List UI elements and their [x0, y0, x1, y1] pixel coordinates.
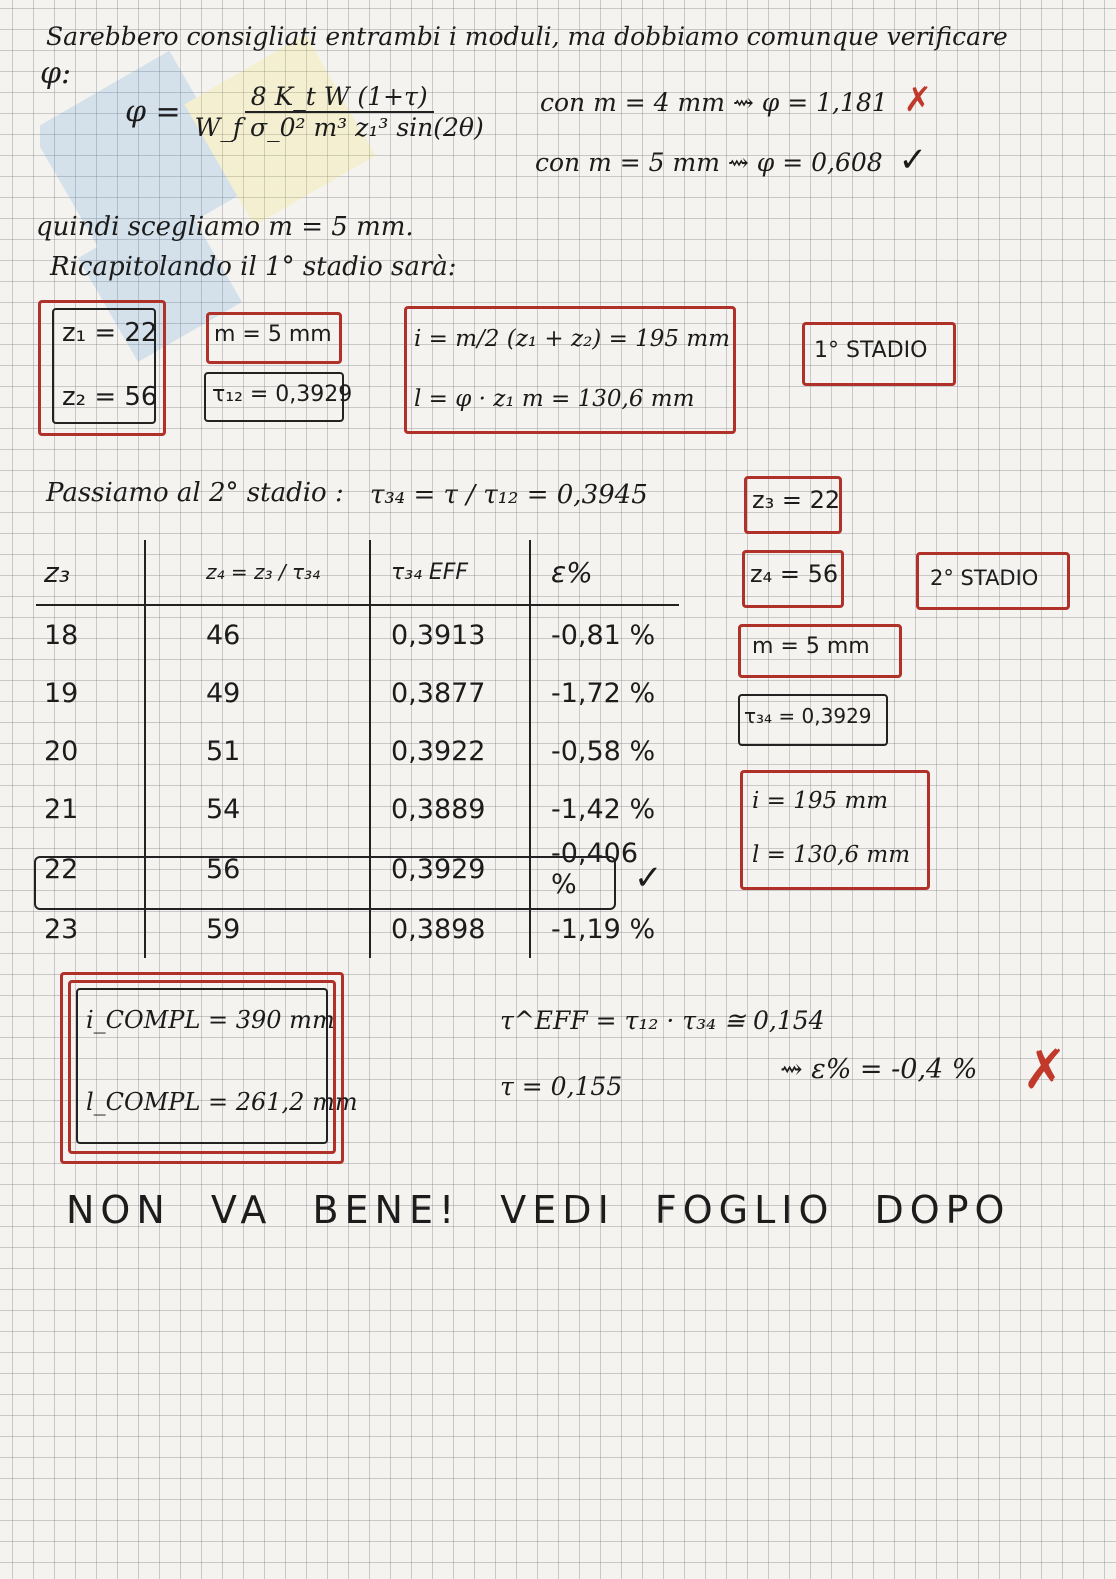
check-mark-icon: ✓: [898, 140, 928, 180]
cell-error: -0,406 %: [551, 838, 639, 900]
cell-z3: 23: [36, 900, 145, 958]
stage1-m: m = 5 mm: [214, 322, 332, 347]
stage2-tau-formula: τ₃₄ = τ / τ₁₂ = 0,3945: [370, 480, 648, 510]
table-row: [36, 780, 679, 838]
cell-z4: 54: [145, 780, 370, 838]
cell-tau: 0,3922: [370, 722, 530, 780]
col-z3: z₃: [36, 540, 145, 605]
conclusion: NON VA BENE! VEDI FOGLIO DOPO: [66, 1188, 1011, 1232]
cell-z3: 22: [36, 838, 145, 900]
phi-denominator: W_f σ_0² m³ z₁³ sin(2θ): [194, 113, 484, 142]
stage2-tau34: τ₃₄ = 0,3929: [744, 704, 872, 728]
intro-line-2: φ:: [40, 56, 72, 91]
cell-error: -1,72 %: [551, 677, 656, 709]
overall-error: ⇝ ε% = -0,4 %: [780, 1054, 978, 1085]
stage1-z2: z₂ = 56: [62, 382, 158, 412]
stage1-i: i = m/2 (z₁ + z₂) = 195 mm: [414, 326, 730, 352]
check-m4-label: con m = 4 mm ⇝ φ = 1,181: [540, 88, 888, 117]
phi-lhs: φ =: [125, 94, 181, 130]
cell-z3: 18: [36, 605, 145, 664]
stage2-z3: z₃ = 22: [752, 486, 841, 514]
selected-row-outline: [34, 856, 616, 910]
table-row: [36, 664, 679, 722]
phi-formula: [125, 82, 490, 142]
phi-numerator: 8 K_t W (1+τ): [245, 82, 434, 113]
cell-tau: 0,3877: [370, 664, 530, 722]
cell-z3: 21: [36, 780, 145, 838]
cell-error: -0,81 %: [551, 619, 656, 651]
stage1-l: l = φ · z₁ m = 130,6 mm: [414, 386, 695, 412]
cell-z3: 19: [36, 664, 145, 722]
cell-z4: 56: [145, 838, 370, 900]
cell-z4: 49: [145, 664, 370, 722]
check-m5: [535, 140, 927, 180]
cell-tau: 0,3898: [370, 900, 530, 958]
check-m4: [540, 80, 932, 120]
cell-tau: 0,3929: [370, 838, 530, 900]
overall-target: τ = 0,155: [500, 1072, 623, 1101]
table-row: [36, 722, 679, 780]
total-l: l_COMPL = 261,2 mm: [86, 1088, 358, 1116]
overall-eff: τ^EFF = τ₁₂ · τ₃₄ ≅ 0,154: [500, 1006, 825, 1035]
cell-error: -0,58 %: [551, 735, 656, 767]
intro-line-1: Sarebbero consigliati entrambi i moduli, ma dobbiamo comunque verificare: [46, 22, 1008, 51]
cross-mark-icon: ✗: [903, 80, 933, 120]
cell-z4: 51: [145, 722, 370, 780]
stage2-l: l = 130,6 mm: [752, 842, 911, 868]
stage2-z4: z₄ = 56: [750, 560, 839, 588]
cell-tau: 0,3889: [370, 780, 530, 838]
total-i: i_COMPL = 390 mm: [86, 1006, 335, 1034]
table-row: [36, 605, 679, 664]
stage2-m: m = 5 mm: [752, 634, 870, 659]
cell-z4: 46: [145, 605, 370, 664]
cell-error: -1,19 %: [551, 913, 656, 945]
stage2-i: i = 195 mm: [752, 788, 889, 814]
cell-tau: 0,3913: [370, 605, 530, 664]
table-header-row: [36, 540, 679, 605]
stage1-label: 1° STADIO: [814, 338, 928, 363]
check-m5-label: con m = 5 mm ⇝ φ = 0,608: [535, 148, 883, 177]
col-error: ε%: [530, 540, 679, 605]
choice-line-2: Ricapitolando il 1° stadio sarà:: [50, 252, 457, 282]
cell-z4: 59: [145, 900, 370, 958]
stage2-intro: Passiamo al 2° stadio :: [46, 478, 344, 508]
overall-cross-icon: ✗: [1022, 1038, 1068, 1101]
choice-line-1: quindi scegliamo m = 5 mm.: [36, 212, 414, 242]
stage2-label: 2° STADIO: [930, 566, 1039, 590]
cell-z3: 20: [36, 722, 145, 780]
stage1-z1: z₁ = 22: [62, 318, 158, 348]
selected-check-icon: ✓: [634, 858, 663, 898]
stage1-tau12: τ₁₂ = 0,3929: [212, 382, 353, 407]
col-z4: z₄ = z₃ / τ₃₄: [145, 540, 370, 605]
col-tau34-eff: τ₃₄ EFF: [370, 540, 530, 605]
cell-error: -1,42 %: [551, 793, 656, 825]
